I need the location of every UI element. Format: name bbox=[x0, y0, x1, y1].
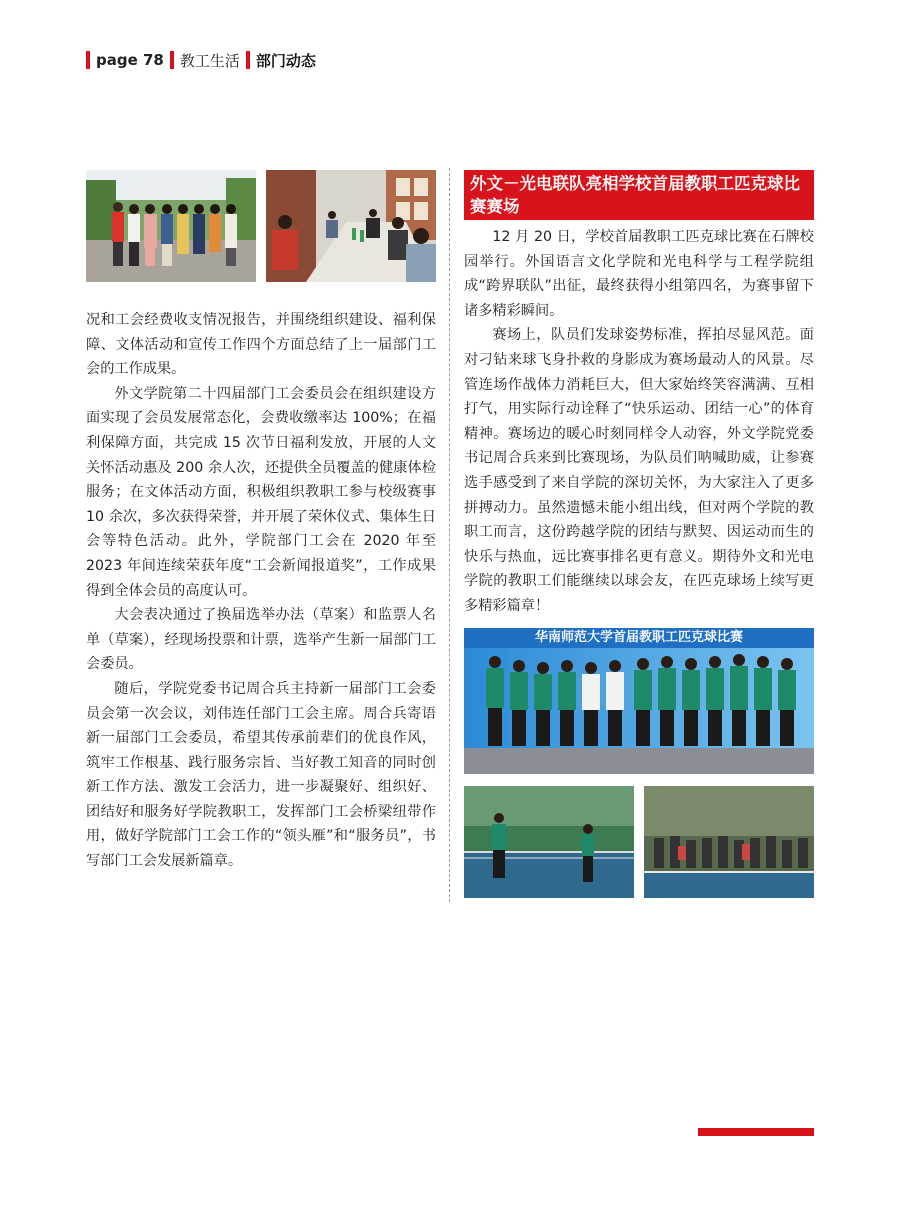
left-column-text bbox=[86, 308, 436, 874]
group-photo-outdoor bbox=[86, 170, 256, 282]
header-accent-bar bbox=[170, 51, 174, 69]
footer-accent-bar bbox=[698, 1128, 814, 1136]
paragraph: 赛场上，队员们发球姿势标准，挥拍尽显风范。面对刁钻来球飞身扑救的身影成为赛场最动人的风景。尽管连场作战体力消耗巨大，但大家始终笑容满满、互相打气，用实际行动诠释了“快乐运动、团结一心”的体育精神。赛场边的暖心时刻同样令人动容，外文学院党委书记周合兵来到比赛现场，为队员们呐喊助威，让参赛选手感受到了来自学院的深切关怀，为大家注入了更多拼搏动力。虽然遗憾未能小组出线，但对两个学院的教职工而言，这份跨越学院的团结与默契、因运动而生的快乐与热血，远比赛事排名更有意义。期待外文和光电学院的教职工们能继续以球会友，在匹克球场上续写更多精彩篇章！ bbox=[464, 327, 814, 614]
paragraph: 大会表决通过了换届选举办法（草案）和监票人名单（草案），经现场投票和计票，选举产生新一届部门工会委员。 bbox=[86, 607, 436, 673]
right-column-text bbox=[464, 225, 814, 619]
section-title: 教工生活 bbox=[179, 51, 240, 70]
banner-text: 华南师范大学首届教职工匹克球比赛 bbox=[534, 630, 743, 645]
spectators-photo bbox=[644, 786, 814, 898]
article-title: 外文－光电联队亮相学校首届教职工匹克球比赛赛场 bbox=[464, 170, 814, 220]
meeting-room-photo bbox=[266, 170, 436, 282]
header-accent-bar bbox=[86, 51, 90, 69]
page-header bbox=[86, 48, 316, 72]
page-number: page 78 bbox=[96, 51, 164, 69]
team-photo bbox=[464, 628, 814, 774]
paragraph: 外文学院第二十四届部门工会委员会在组织建设方面实现了会员发展常态化，会费收缴率达 100%；在福利保障方面，共完成 15 次节日福利发放，开展的人文关怀活动惠及 200 余人次，还提供全员覆盖的健康体检服务；在文体活动方面，积极组织教职工参与校级赛事 10 余次，多次获得荣誉，并开展了荣休仪式、集体生日会等特色活动。此外，学院部门工会在 2020 年至 2023 年间连续荣获年度“工会新闻报道奖”，工作成果得到全体会员的高度认可。 bbox=[86, 385, 436, 599]
paragraph: 随后，学院党委书记周合兵主持新一届部门工会委员会第一次会议，刘伟连任部门工会主席。周合兵寄语新一届部门工会委员，希望其传承前辈们的优良作风，筑牢工作根基、践行服务宗旨、当好教工知音的同时创新工作方法、激发工会活力，进一步凝聚好、组织好、团结好和服务好学院教职工，发挥部门工会桥梁纽带作用，做好学院部门工会工作的“领头雁”和“服务员”，书写部门工会发展新篇章。 bbox=[86, 680, 436, 870]
subsection-title: 部门动态 bbox=[255, 51, 316, 70]
column-divider bbox=[449, 168, 450, 902]
paragraph: 12 月 20 日，学校首届教职工匹克球比赛在石牌校园举行。外国语言文化学院和光电科学与工程学院组成“跨界联队”出征，最终获得小组第四名，为赛事留下诸多精彩瞬间。 bbox=[464, 229, 814, 319]
header-accent-bar bbox=[246, 51, 250, 69]
court-action-photo bbox=[464, 786, 634, 898]
paragraph: 况和工会经费收支情况报告，并围绕组织建设、福利保障、文体活动和宣传工作四个方面总结了上一届部门工会的工作成果。 bbox=[86, 312, 436, 378]
